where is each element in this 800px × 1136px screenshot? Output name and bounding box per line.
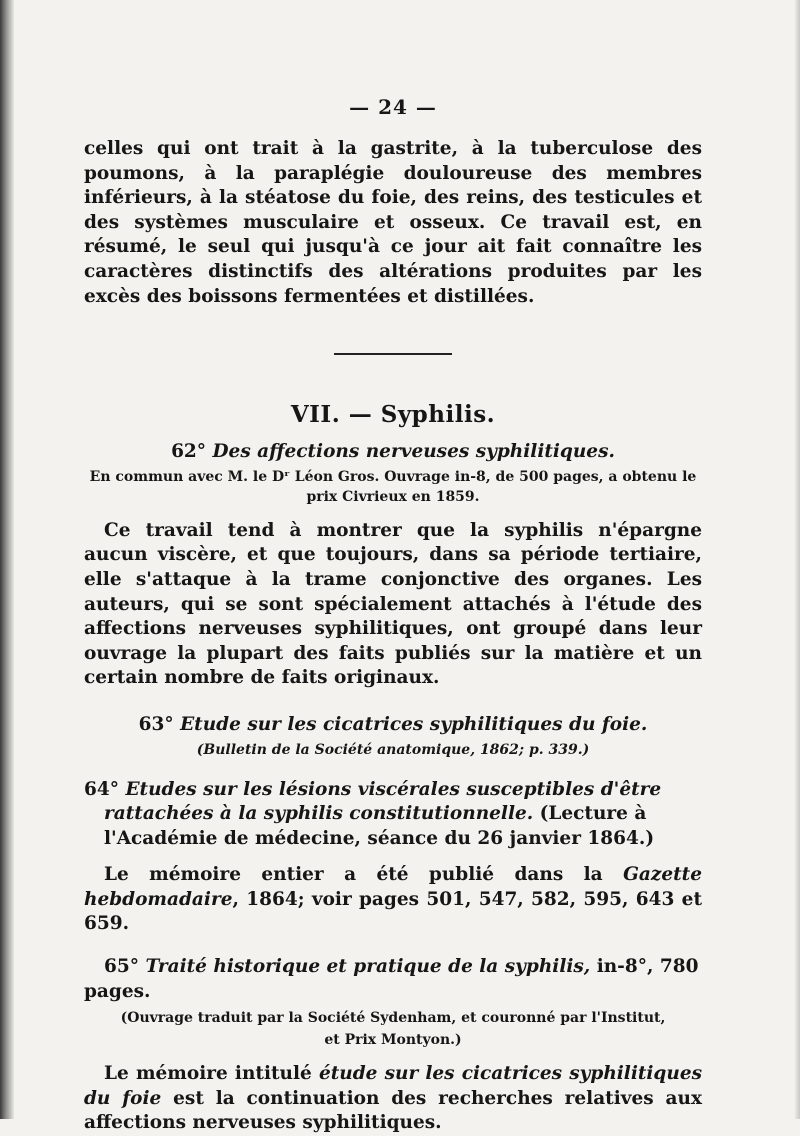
entry-62-body: Ce travail tend à montrer que la syphilis n'épargne aucun viscère, et que toujours, dans sa période tertiaire, elle s'attaque à la trame conjonctive des organes. Les auteurs, qui se sont spécialement attachés à l'étude des affections nerveuses syphilitiques, ont groupé dans leur ouvrage la plupart des faits publiés sur la matière et un certain nombre de faits originaux.	[84, 519, 702, 689]
entry-62-title-text: Des affections nerveuses syphilitiques.	[212, 441, 615, 463]
entry-63-number: 63°	[138, 713, 174, 735]
scan-edge-right	[794, 0, 800, 1119]
section-divider	[334, 353, 452, 355]
entry-65-note-line1: (Ouvrage traduit par la Société Sydenham, et couronné par l'Institut,	[120, 1010, 666, 1027]
document-page	[84, 95, 702, 1136]
entry-65-title	[84, 955, 702, 1004]
section-title: VII. — Syphilis.	[290, 401, 496, 429]
intro-paragraph: celles qui ont trait à la gastrite, à la tuberculose des poumons, à la paraplégie douloureuse des membres inférieurs, à la stéatose du foie, des reins, des testicules et des systèmes musculaire et osseux. Ce travail est, en résumé, le seul qui jusqu'à ce jour ait fait connaître les caractères distinctifs des altérations produites par les excès des boissons fermentées et distillées.	[84, 138, 702, 307]
entry-63-title-text: Etude sur les cicatrices syphilitiques du foie.	[180, 713, 648, 735]
scan-edge-left	[0, 0, 14, 1119]
entry-65-number: 65°	[104, 956, 139, 978]
entry-62-title	[84, 440, 702, 465]
entry-65-body-suffix: est la continuation des recherches relatives aux affections nerveuses syphilitiques.	[84, 1087, 702, 1134]
entry-64-title-suffix: (Lecture à l'Académie de médecine, séance du 26 janvier 1864.)	[104, 803, 655, 849]
entry-64-body-italic: Gazette hebdomadaire	[84, 864, 702, 910]
entry-63-note: (Bulletin de la Société anatomique, 1862; p. 339.)	[196, 741, 590, 758]
entry-64-title	[84, 778, 702, 852]
entry-64-number: 64°	[84, 778, 119, 800]
entry-65-body-prefix: Le mémoire intitulé	[104, 1063, 319, 1085]
entry-63-title	[84, 713, 702, 738]
entry-65-body	[84, 1062, 702, 1136]
entry-64-body-prefix: Le mémoire entier a été publié dans la	[104, 864, 624, 886]
entry-62-note: En commun avec M. le Dʳ Léon Gros. Ouvrage in-8, de 500 pages, a obtenu le prix Civrieux en 1859.	[89, 468, 697, 505]
entry-65-title-suffix: in-8°, 780 pages.	[84, 956, 699, 1002]
page-number: — 24 —	[349, 95, 437, 119]
entry-62-number: 62°	[171, 441, 207, 463]
entry-64-body-suffix: , 1864; voir pages 501, 547, 582, 595, 643 et 659.	[84, 888, 702, 935]
entry-64-body	[84, 863, 702, 937]
entry-64-title-text: Etudes sur les lésions viscérales susceptibles d'être rattachées à la syphilis constitutionnelle.	[104, 778, 662, 825]
entry-65-title-text: Traité historique et pratique de la syphilis,	[145, 956, 591, 978]
entry-65-note-line2: et Prix Montyon.)	[324, 1032, 462, 1049]
entry-65-body-italic: étude sur les cicatrices syphilitiques du foie	[84, 1063, 703, 1109]
